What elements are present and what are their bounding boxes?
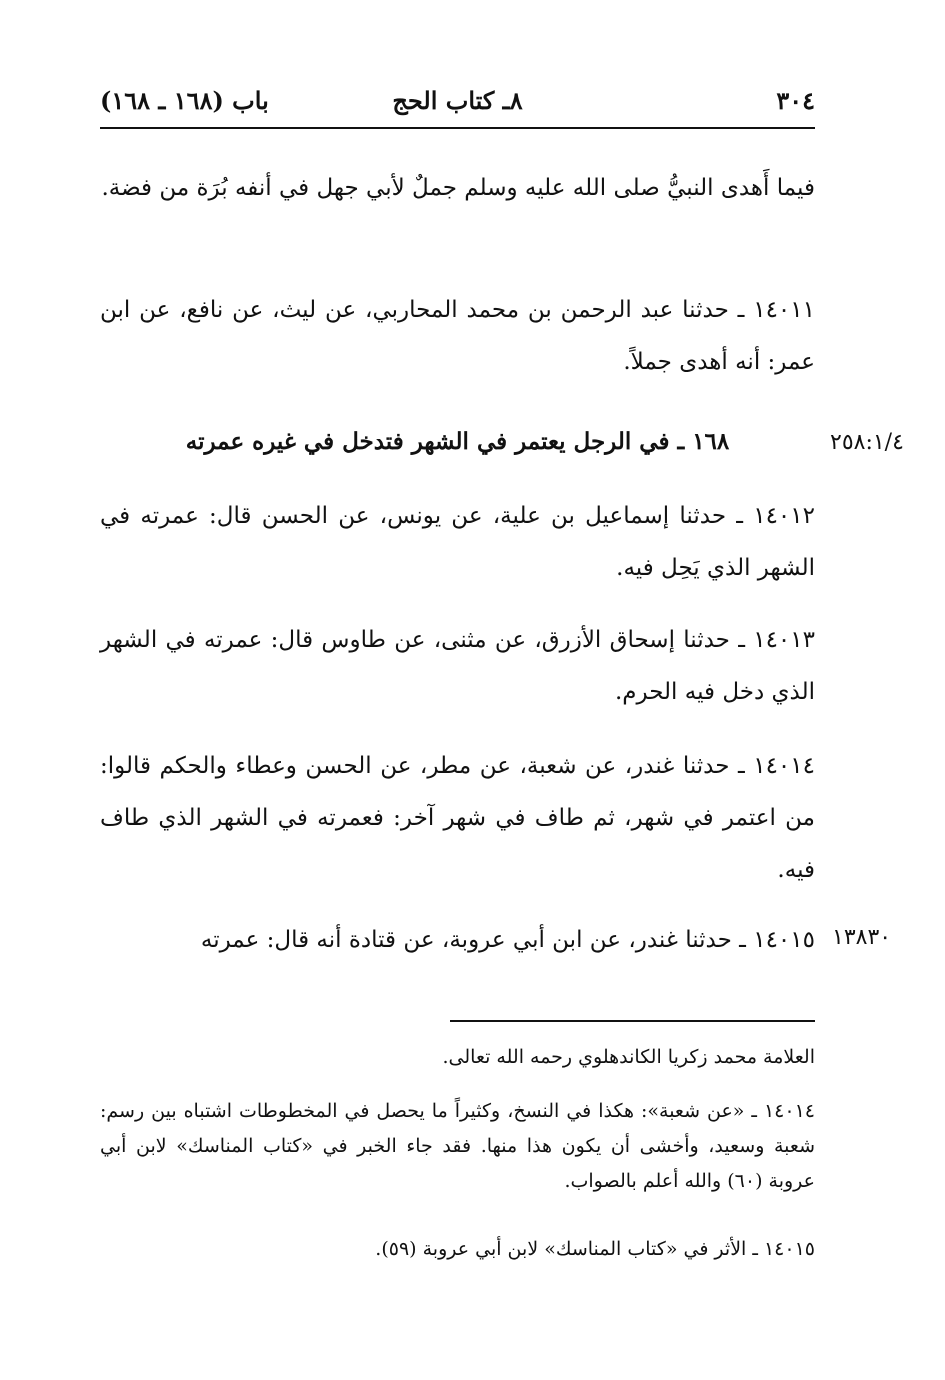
footnote-rule [450,1020,815,1022]
book-title: ٨ـ كتاب الحج [392,86,523,115]
paragraph-continuation: فيما أَهدى النبيُّ صلى الله عليه وسلم جملٌ لأبي جهل في أنفه بُرَة من فضة. [101,175,815,201]
footnote-14015: ١٤٠١٥ ـ الأثر في «كتاب المناسك» لابن أبي عروبة (٥٩). [375,1238,815,1260]
margin-reference-volume: ٢٥٨:١/٤ [830,430,904,455]
margin-reference-number: ١٣٨٣٠ [832,925,892,950]
hadith-14012: ١٤٠١٢ ـ حدثنا إسماعيل بن علية، عن يونس، عن الحسن قال: عمرته في الشهر الذي يَحِل فيه. [100,503,815,581]
page-header [100,82,815,122]
footnote-continuation: العلامة محمد زكريا الكاندهلوي رحمه الله تعالى. [442,1046,815,1068]
hadith-14015: ١٤٠١٥ ـ حدثنا غندر، عن ابن أبي عروبة، عن قتادة أنه قال: عمرته [200,927,815,953]
chapter-heading-168: ١٦٨ ـ في الرجل يعتمر في الشهر فتدخل في غيره عمرته [185,428,730,455]
page-number: ٣٠٤ [776,86,815,115]
hadith-14013: ١٤٠١٣ ـ حدثنا إسحاق الأزرق، عن مثنى، عن طاوس قال: عمرته في الشهر الذي دخل فيه الحرم. [100,627,815,705]
footnote-14014: ١٤٠١٤ ـ «عن شعبة»: هكذا في النسخ، وكثيراً ما يحصل في المخطوطات اشتباه بين رسم: شعبة وسعيد، وأخشى أن يكون هذا منها. فقد جاء الخبر في «كتاب المناسك» لابن أبي عروبة (٦٠) والله أعلم بالصواب. [100,1100,815,1192]
header-rule [100,127,815,129]
hadith-14011: ١٤٠١١ ـ حدثنا عبد الرحمن بن محمد المحاربي، عن ليث، عن نافع، عن ابن عمر: أنه أهدى جملاً. [100,297,815,375]
chapter-range: باب (١٦٨ ـ ١٦٨) [100,86,269,115]
hadith-14014: ١٤٠١٤ ـ حدثنا غندر، عن شعبة، عن مطر، عن الحسن وعطاء والحكم قالوا: من اعتمر في شهر، ثم طاف في شهر آخر: فعمرته في الشهر الذي طاف فيه. [100,753,815,883]
